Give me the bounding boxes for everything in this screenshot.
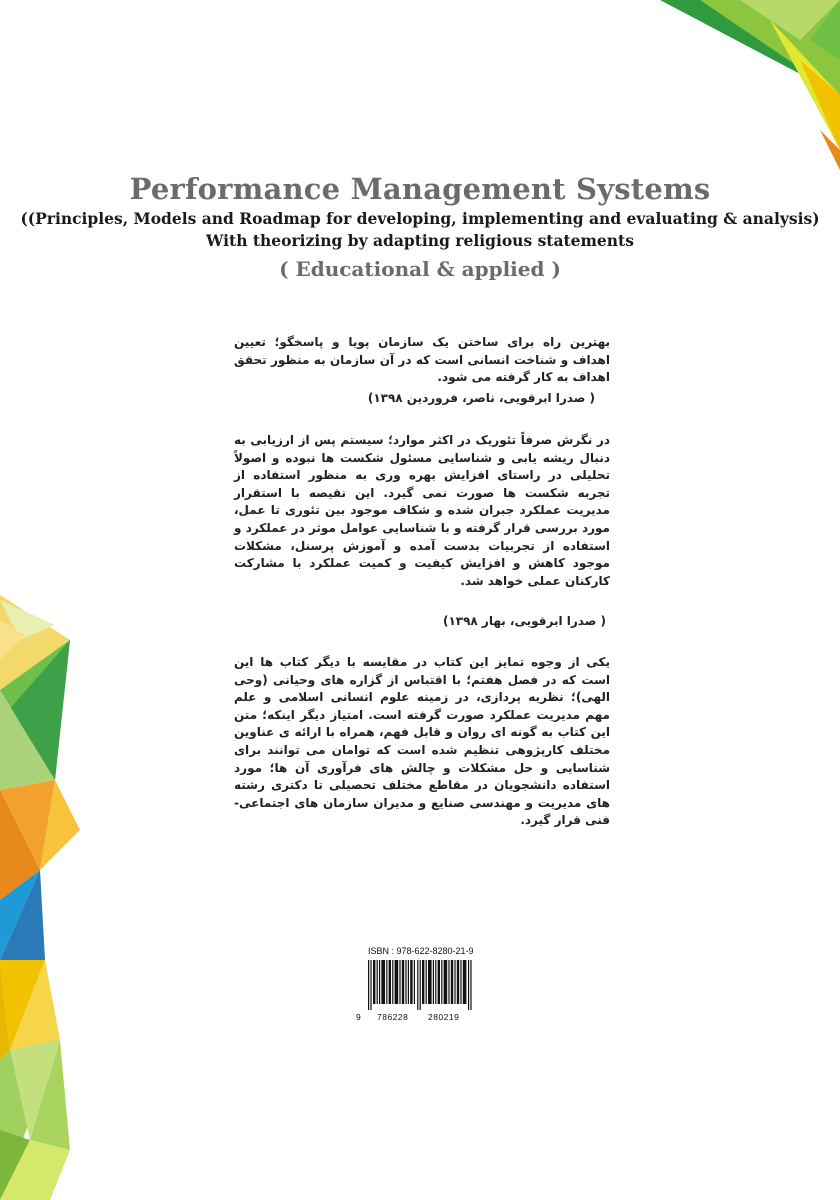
book-subtitle: ((Principles, Models and Roadmap for developing, implementing and evaluating & analysis)	[20, 209, 820, 228]
citation-2: ( صدرا ابرقویی، بهار ۱۳۹۸)	[442, 614, 606, 628]
book-subtitle-line2: With theorizing by adapting religious statements	[206, 231, 634, 250]
book-title: Performance Management Systems	[129, 172, 711, 206]
paragraph-3	[234, 654, 610, 830]
paragraph-1-text: بهترین راه برای ساختن یک سازمان پویا و پاسخگو؛ تعیین اهداف و شناخت انسانی است که در آن سازمان به منظور تحقق اهداف به کار گرفته می شود.	[234, 335, 610, 385]
paragraph-1	[234, 334, 610, 387]
barcode-first-digit: 9	[356, 1012, 362, 1022]
isbn-label: ISBN : 978-622-8280-21-9	[368, 946, 474, 956]
barcode-digits-left: 786228	[377, 1012, 409, 1022]
paragraph-2	[234, 432, 610, 590]
book-type-label: ( Educational & applied )	[279, 257, 561, 281]
paragraph-2-text: در نگرش صرفاً تئوریک در اکثر موارد؛ سیستم پس از ارزیابی به دنبال ریشه یابی و شناسایی مسئول شکست ها نبوده و اصولاً تحلیلی در راستای افزایش بهره وری به منظور استفاده از تجربه شکست ها صورت نمی گیرد. این نقیصه با استقرار مدیریت عملکرد جبران شده و شکاف موجود بین تئوری تا عمل، مورد بررسی قرار گرفته و با شناسایی عوامل موثر در عملکرد و استفاده از تجربیات بدست آمده و آموزش پرسنل، مشکلات موجود کاهش و افزایش کیفیت و کمیت عملکرد با مشارکت کارکنان عملی خواهد شد.	[234, 433, 610, 588]
paragraph-3-text: یکی از وجوه تمایز این کتاب در مقایسه با دیگر کتاب ها این است که در فصل هفتم؛ با اقتباس از گزاره های وحیانی (وحی الهی)؛ نظریه پردازی، در زمینه علوم انسانی اسلامی و علم مهم مدیریت عملکرد صورت گرفته است. امتیاز دیگر اینکه؛ متن این کتاب به گونه ای روان و قابل فهم، همراه با ارائه ی عناوین مختلف کارپژوهی تنظیم شده است که توامان می توانند برای شناسایی و حل مشکلات و چالش های فرآوری آن ها؛ مورد استفاده دانشجویان در مقاطع مختلف تحصیلی تا دکتری رشته های مدیریت و مهندسی صنایع و مدیران سازمان های اجتماعی- فنی قرار گیرد.	[234, 655, 610, 828]
barcode-digits-right: 280219	[428, 1012, 460, 1022]
citation-1: ( صدرا ابرقویی، ناصر، فروردین ۱۳۹۸)	[367, 391, 595, 405]
barcode	[364, 960, 476, 1010]
